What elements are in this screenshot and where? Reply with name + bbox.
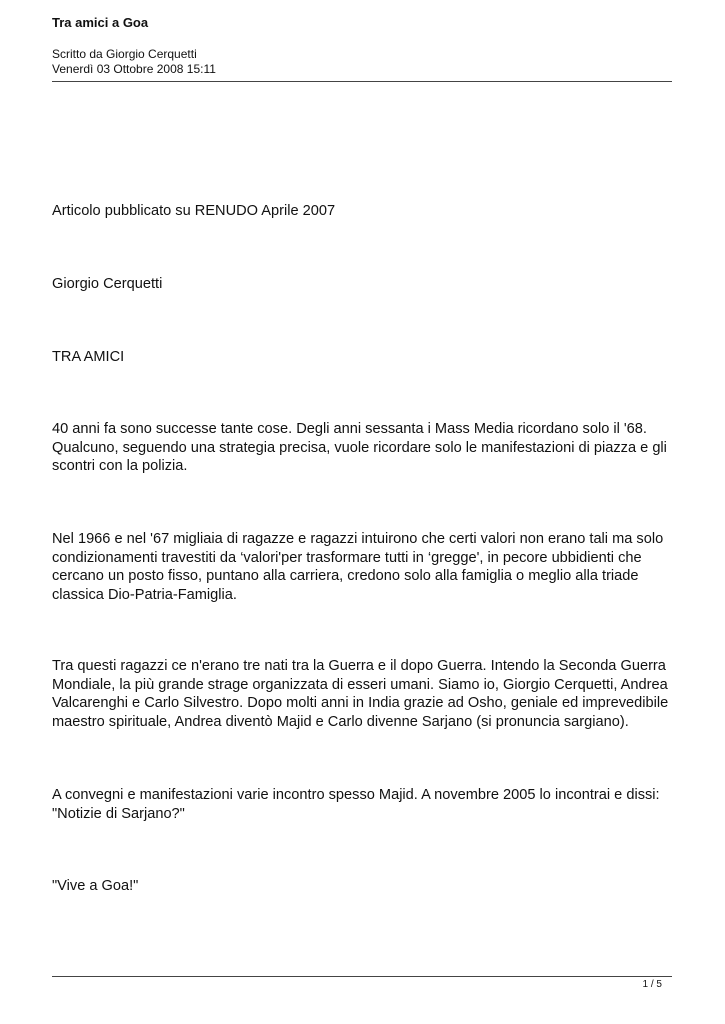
paragraph: "Vive a Goa!" xyxy=(52,878,139,894)
paragraph: Nel 1966 e nel '67 migliaia di ragazze e ragazzi intuirono che certi valori non erano tali ma solo condizionamenti travestiti da ‘valori'per trasformare tutti in ‘gregge', in pecore ubbidienti che cercano un posto fisso, puntano alla carriera, credono solo alla famiglia o meglio alla triade classica Dio-Patria-Famiglia. xyxy=(52,531,664,603)
author-line: Scritto da Giorgio Cerquetti xyxy=(52,47,197,61)
header-divider xyxy=(52,81,672,82)
paragraph: A convegni e manifestazioni varie incontro spesso Majid. A novembre 2005 lo incontrai e dissi: "Notizie di Sarjano?" xyxy=(52,787,660,822)
author-name: Giorgio Cerquetti xyxy=(52,276,163,292)
date-line: Venerdì 03 Ottobre 2008 15:11 xyxy=(52,62,216,76)
document-header xyxy=(52,14,672,77)
paragraph: Tra questi ragazzi ce n'erano tre nati tra la Guerra e il dopo Guerra. Intendo la Seconda Guerra Mondiale, la più grande strage organizzata di esseri umani. Siamo io, Giorgio Cerquetti, Andrea Valcarenghi e Carlo Silvestro. Dopo molti anni in India grazie ad Osho, geniale ed imprevedibile maestro spirituale, Andrea diventò Majid e Carlo divenne Sarjano (si pronuncia sargiano). xyxy=(52,658,669,730)
article-meta xyxy=(52,47,672,77)
publication-note: Articolo pubblicato su RENUDO Aprile 2007 xyxy=(52,203,336,219)
paragraph: 40 anni fa sono successe tante cose. Degli anni sessanta i Mass Media ricordano solo il '68. Qualcuno, seguendo una strategia precisa, vuole ricordare solo le manifestazioni di piazza e gli scontri con la polizia. xyxy=(52,421,667,475)
article-heading: TRA AMICI xyxy=(52,349,125,365)
footer-divider xyxy=(52,976,672,977)
document-title: Tra amici a Goa xyxy=(52,15,149,30)
page-number: 1 / 5 xyxy=(642,979,662,990)
